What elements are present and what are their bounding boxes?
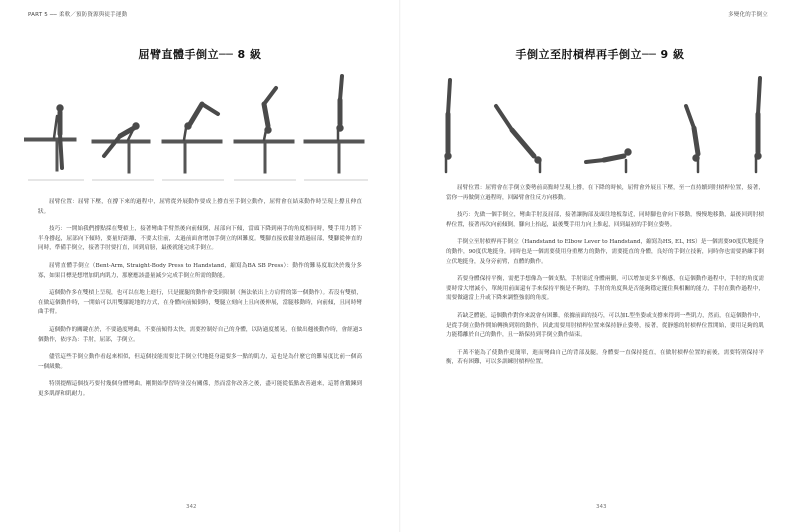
- paragraph: 儘管這些手倒立動作看起來相似，但這個技能需要比手倒立代地挺身還要多一點的肌力，這也是為什麼它的難易度比前一個高一個級數。: [38, 354, 362, 370]
- bar-post: [184, 143, 186, 173]
- right-page: [400, 0, 800, 532]
- running-head: PART 5 ── 柔軟／預防資源與徒手運動: [28, 12, 128, 18]
- paragraph: 這個動作多在雙槓上呈現，也可以在地上進行，只是擺腿的動作會受到限制（無法依出上方肩臂的第一個動作）。若沒有雙槓，在做這個動作時，一開始可以用雙膝跪地的方式，在身體向前傾倒時，雙腿立刻向上且向後伸展，當腿移動時，向前傾，且同時彎曲手臂。: [38, 290, 362, 316]
- elbow-lever-sequence-figure: [424, 70, 776, 182]
- paragraph: 若缺乏體能，這個動作對你來說會有困難，依據前面的技巧，可以加L型坐姿或支撐來得到一些肌力，然而，在這個動作中，是從手倒立動作開始轉換到別的動作，因此需要用肘槓桿位置來保持靜止姿勢，接著，從靜態的肘槓桿位置開始，要用足夠的肌力能穩離於自己的動作，且一路保持到手倒立動作結束。: [446, 312, 764, 339]
- figure-3: [586, 149, 631, 172]
- bar-post: [128, 143, 130, 173]
- bar-post: [264, 143, 266, 173]
- figure-4: [264, 88, 276, 140]
- bar-rail: [24, 138, 76, 141]
- paragraph: 手倒立至肘槓桿再手倒立（Handstand to Elbow Lever to Handstand，縮寫為HS, EL, HS）是一個需要90度伏地挺身的動作，90度伏地挺身，同時也是一個需要使用身重壓力的動作，需要挺直的身體，良好的手倒立技術，同時你也需要熟練手倒立伏地挺身，及身旁前臂，直體的動作。: [446, 239, 764, 265]
- paragraph: 屈臂位置：屈臂會在手倒立姿勢前高點時呈現上撐，在下降的時候，屈臂會外展且下壓，至一直持續到肘槓桿位置，接著，當你一再做倒立過程時，回歸臂會往反方向移動。: [446, 185, 764, 201]
- athlete-figures: [445, 78, 761, 172]
- athlete-figures: [54, 76, 343, 168]
- body-text: [38, 198, 362, 408]
- figure-2: [104, 123, 139, 156]
- paragraph: 屈臂直體手倒立（Bent-Arm, Straight-Body Press to Handstand，縮寫為BA SB Press）：動作的難易度取決於幾分多寡，如果目標是想增加肌肉肌力，那麼應該盡量減少完成手倒立所需的動能。: [38, 262, 362, 279]
- paragraph: 特別提醒這個技巧要付幾個身體彎曲，剛開始學習時並沒有關係，然而當你改善之後，盡可能從低點改善過來，這將會鍛鍊到更多肌群和肌耐力。: [38, 381, 362, 397]
- section-title: 屈臂直體手倒立── 8 級: [138, 48, 262, 61]
- bar-rail: [92, 140, 150, 143]
- parallel-bars: [24, 138, 364, 173]
- paragraph: 技巧：先做一個手倒立，彎曲手肘及屈部，接著讓胸部及頭往地板靠近，同時腳也會向下移動，慢慢地移動，最後回到肘槓桿位置，接著再次向前傾倒，腳向上抬起，最後雙手用力向上推起，回到最初的手倒立姿勢。: [446, 212, 764, 228]
- bar-rail: [162, 140, 222, 143]
- body-text: [446, 184, 764, 376]
- press-sequence-figure: [24, 70, 376, 182]
- figure-4: [686, 106, 699, 172]
- paragraph: 千萬不能為了使動作更簡單，進而彎曲自己的背部及腿，身體要一直保持挺直，在做肘槓桿位置的前後，需要特別保持平衡，若有困難，可以多訓練肘槓桿位置。: [446, 349, 764, 366]
- paragraph: 若要身體保持平衡，需把手想像為一個支點，手肘貼近身體兩側，可以增加更多平衡感，在這個動作過程中，手肘的角度需要時常大增減小，單純用前面還有手來保持平衡是不夠的，手肘的角度與是否能夠穩定擺住與相關的能力，手肘在動作過程中，需要做適當上升或下降來調整強弱的角度。: [446, 276, 764, 302]
- figure-3: [184, 104, 218, 140]
- figure-1: [445, 80, 451, 172]
- paragraph: 屈臂位置：屈臂下壓，在撐下來的過程中，屈臂從外展動作要成上撐直至手倒立動作，屈臂會在結束動作時呈現上撐且伸直狀。: [38, 199, 362, 215]
- figure-2: [496, 106, 541, 172]
- bar-rail: [304, 140, 364, 143]
- page-number: 343: [596, 504, 607, 510]
- press-sequence-illustration: [24, 70, 376, 182]
- bar-post: [56, 141, 58, 171]
- section-title: 手倒立至肘槓桿再手倒立── 9 級: [515, 48, 685, 61]
- running-head: 多變化的手倒立: [728, 12, 768, 18]
- bar-post: [338, 143, 340, 173]
- paragraph: 這個動作的關鍵在於，不要過度彎曲，不要前傾得太快，需要控制好自己的身體，以防過度搖晃，在做出翹後動作時，會經過3個動作，依序為：手肘，屈部，手倒立。: [38, 326, 362, 343]
- elbow-lever-illustration: [424, 70, 776, 182]
- page-number: 342: [186, 504, 197, 510]
- figure-5: [755, 78, 761, 172]
- figure-1: [54, 105, 63, 168]
- figure-5: [337, 76, 343, 140]
- paragraph: 技巧：一開始我們撐點採在雙槓上，接著彎曲手臂然後向前傾倒，屈部向下傾，當頭下降到兩手的角度相同時，雙手用力將下半身撐起，屈部向下傾時，要量好距離，不要太往前，太過前面會增加手倒立的困難度。雙腳直接放鬆並踏過屈部，雙腳從伸直的同時，準備手倒立，接著手肘要打直，回到肩膀，最後就能完成手倒立。: [38, 226, 362, 252]
